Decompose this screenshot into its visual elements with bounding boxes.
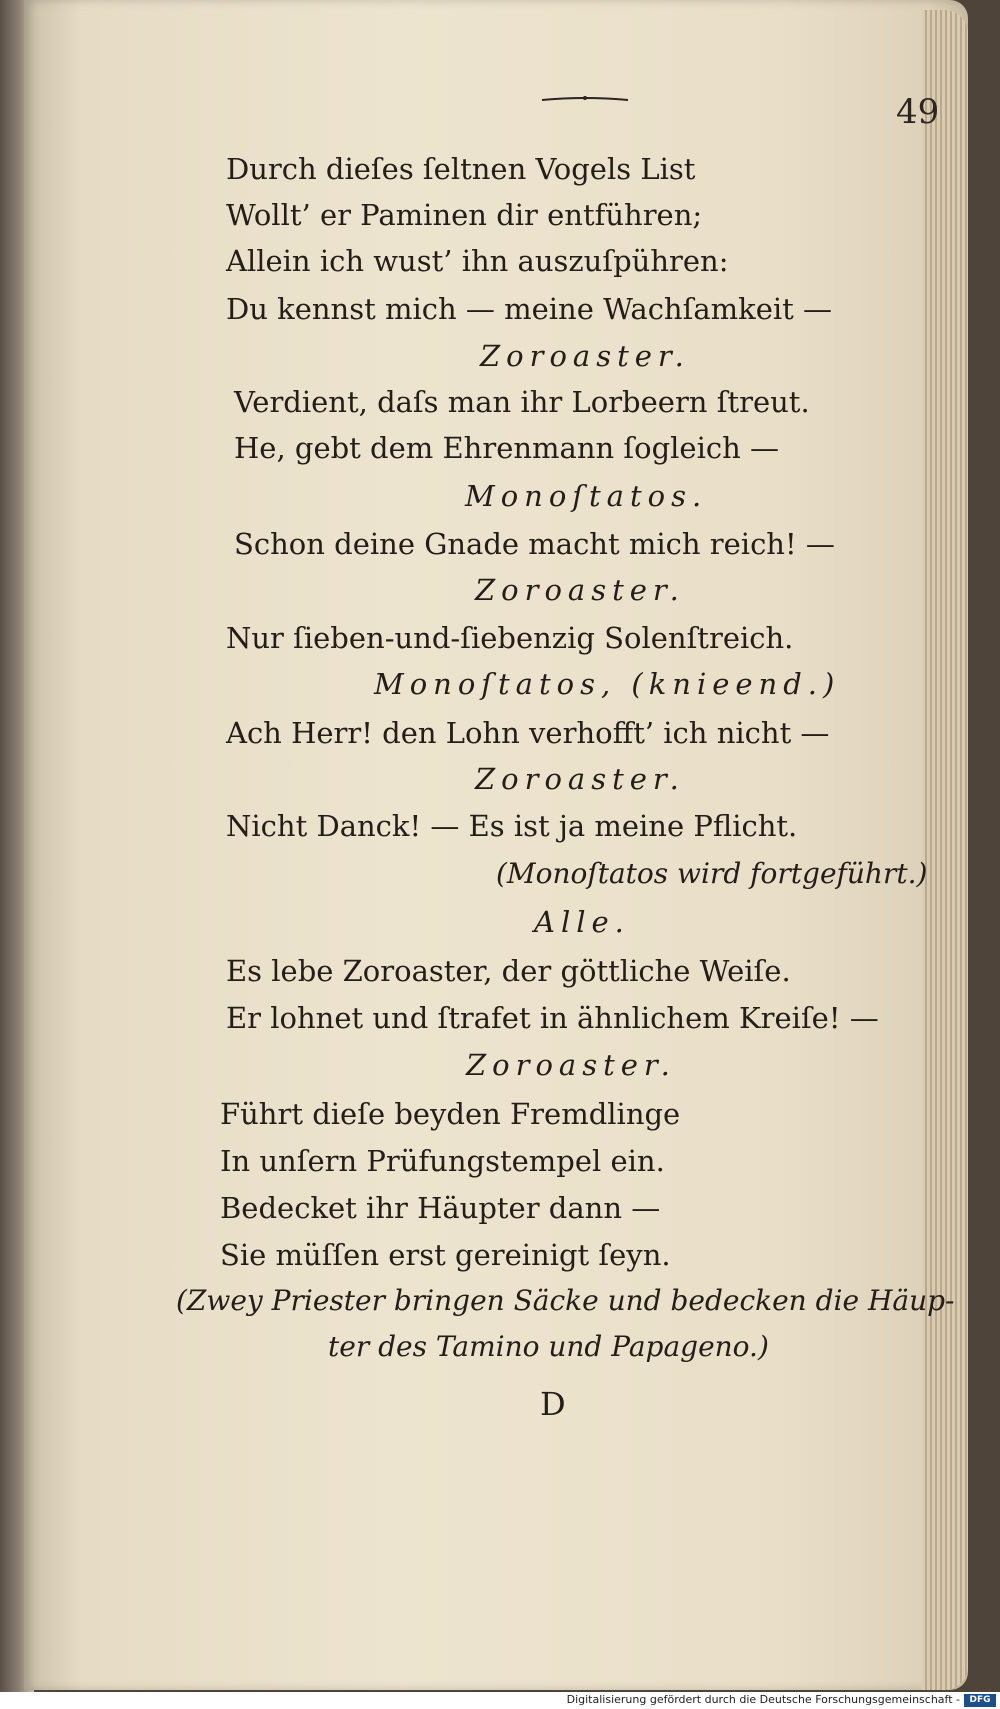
verse-line: In unſern Prüfungstempel ein. xyxy=(220,1144,665,1178)
stage-direction: (Zwey Priester bringen Säcke und bedecken die Häup- xyxy=(176,1284,955,1317)
header-ornament xyxy=(540,95,630,103)
verse-line: Er lohnet und ſtrafet in ähnlichem Kreiſe! — xyxy=(226,1001,879,1035)
verse-line: He, gebt dem Ehrenmann ſogleich — xyxy=(234,431,780,465)
verse-line: Führt dieſe beyden Fremdlinge xyxy=(220,1097,681,1131)
speaker-label: Zoroaster. xyxy=(475,573,685,607)
footer-credit: Digitalisierung gefördert durch die Deutsche Forschungsgemeinschaft - xyxy=(566,1693,960,1706)
page-stack-edge xyxy=(922,10,968,1690)
speaker-label: Zoroaster. xyxy=(480,339,690,373)
dfg-logo: DFG xyxy=(964,1694,996,1707)
speaker-label: Zoroaster. xyxy=(466,1048,676,1082)
catchword: D xyxy=(540,1385,566,1423)
speaker-label: Alle. xyxy=(534,905,630,939)
verse-line: Sie müſſen erst gereinigt ſeyn. xyxy=(220,1238,671,1272)
verse-line: Bedecket ihr Häupter dann — xyxy=(220,1191,661,1225)
footer-bar xyxy=(0,1692,1000,1709)
verse-line: Durch dieſes ſeltnen Vogels List xyxy=(226,152,696,186)
speaker-label: Zoroaster. xyxy=(475,762,685,796)
speaker-label: Monoſtatos. xyxy=(465,479,708,513)
stage-direction: ter des Tamino und Papageno.) xyxy=(328,1330,769,1363)
verse-line: Allein ich wust’ ihn auszuſpühren: xyxy=(226,244,729,278)
verse-line: Ach Herr! den Lohn verhofft’ ich nicht — xyxy=(226,716,830,750)
verse-line: Nur ſieben-und-ſiebenzig Solenſtreich. xyxy=(226,621,794,655)
verse-line: Du kennst mich — meine Wachſamkeit — xyxy=(226,292,833,326)
verse-line: Es lebe Zoroaster, der göttliche Weiſe. xyxy=(226,954,791,988)
speaker-label: Monoſtatos, (knieend.) xyxy=(374,667,841,701)
verse-line: Nicht Danck! — Es ist ja meine Pflicht. xyxy=(226,809,798,843)
page-number: 49 xyxy=(896,92,940,132)
verse-line: Schon deine Gnade macht mich reich! — xyxy=(234,527,835,561)
verse-line: Wollt’ er Paminen dir entführen; xyxy=(226,198,703,232)
verse-line: Verdient, daſs man ihr Lorbeern ſtreut. xyxy=(234,385,810,419)
stage-direction: (Monoſtatos wird fortgeführt.) xyxy=(496,857,928,890)
